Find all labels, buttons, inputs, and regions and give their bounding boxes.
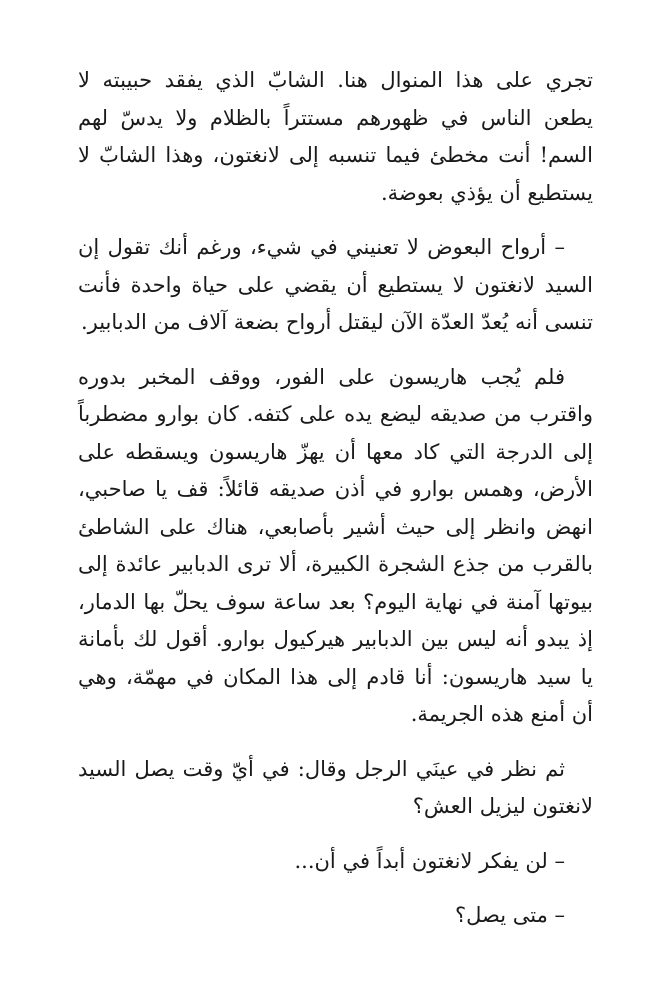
paragraph-6: – متى يصل؟ xyxy=(454,903,565,927)
book-page xyxy=(78,62,593,952)
paragraph-1: تجري على هذا المنوال هنا. الشابّ الذي يفقد حبيبته لا يطعن الناس في ظهورهم مستتراً بالظلام ولا يدسّ لهم السم! أنت مخطئ فيما تنسبه إلى لانغتون، وهذا الشابّ لا يستطيع أن يؤذي بعوضة. xyxy=(78,68,593,205)
paragraph-4: ثم نظر في عينَي الرجل وقال: في أيّ وقت يصل السيد لانغتون ليزيل العش؟ xyxy=(78,756,593,818)
paragraph-3: فلم يُجب هاريسون على الفور، ووقف المخبر بدوره واقترب من صديقه ليضع يده على كتفه. كان بوارو مضطرباً إلى الدرجة التي كاد معها أن يهزّ هاريسون ويسقطه على الأرض، وهمس بوارو في أذن صديقه قائلاً: قف يا صاحبي، انهض وانظر إلى حيث أشير بأصابعي، هناك على الشاطئ بالقرب من جذع الشجرة الكبيرة، ألا ترى الدبابير عائدة إلى بيوتها آمنة في نهاية اليوم؟ بعد ساعة سوف يحلّ بها الدمار، إذ يبدو أنه ليس بين الدبابير هيركيول بوارو. أقول لك بأمانة يا سيد هاريسون: أنا قادم إلى هذا المكان في مهمّة، وهي أن أمنع هذه الجريمة. xyxy=(78,364,593,726)
paragraph-5: – لن يفكر لانغتون أبداً في أن... xyxy=(294,848,565,873)
paragraph-2: – أرواح البعوض لا تعنيني في شيء، ورغم أنك تقول إن السيد لانغتون لا يستطيع أن يقضي على حياة واحدة فأنت تنسى أنه يُعدّ العدّة الآن ليقتل أرواح بضعة آلاف من الدبابير. xyxy=(78,235,593,334)
